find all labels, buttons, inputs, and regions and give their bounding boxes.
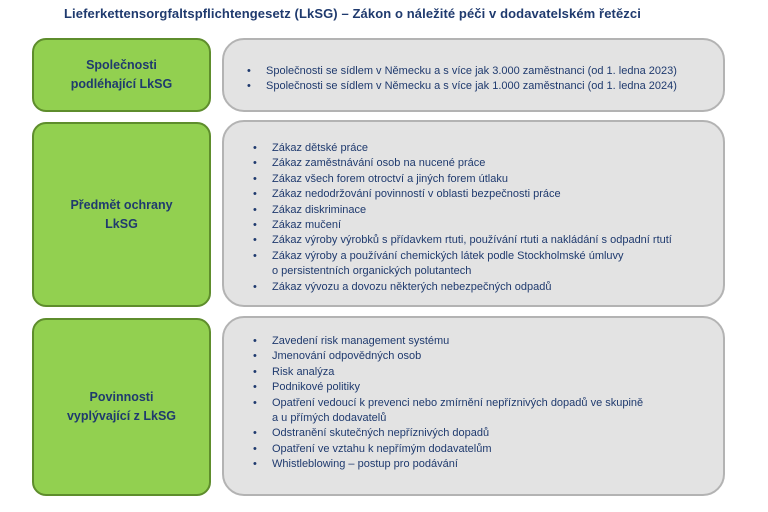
page-title: Lieferkettensorgfaltspflichtengesetz (LkSG) – Zákon o náležité péči v dodavatelském řetězci <box>64 6 641 21</box>
list-item-continuation: o persistentních organických polutantech <box>272 265 472 278</box>
label-companies-subject <box>32 38 211 112</box>
list-item: • Whistleblowing – postup pro podávání <box>253 457 643 472</box>
list-item: • Jmenování odpovědných osob <box>253 349 643 364</box>
list-item: • Zákaz výroby výrobků s přídavkem rtuti, používání rtuti a nakládání s odpadní rtutí <box>253 233 672 248</box>
list-item: • Zákaz nedodržování povinností v oblasti bezpečnosti práce <box>253 187 672 202</box>
label-line: podléhající LkSG <box>70 77 173 91</box>
list-item: • Odstranění skutečných nepříznivých dopadů <box>253 426 643 441</box>
list-item: • Zákaz dětské práce <box>253 141 672 156</box>
label-line: Povinnosti <box>89 390 154 404</box>
bullet-list <box>253 334 643 473</box>
list-item: • Risk analýza <box>253 365 643 380</box>
content-protection-subject <box>222 120 725 307</box>
list-item: • Zákaz diskriminace <box>253 203 672 218</box>
content-companies-subject <box>222 38 725 112</box>
list-item: • Zákaz zaměstnávání osob na nucené práce <box>253 156 672 171</box>
label-line: Společnosti <box>86 58 157 72</box>
list-item: • Společnosti se sídlem v Německu a s více jak 3.000 zaměstnanci (od 1. ledna 2023) <box>247 64 677 79</box>
label-line: Předmět ochrany <box>70 197 173 212</box>
list-item: • Opatření ve vztahu k nepřímým dodavatelům <box>253 442 643 457</box>
list-item: • Společnosti se sídlem v Německu a s více jak 1.000 zaměstnanci (od 1. ledna 2024) <box>247 79 677 94</box>
label-line: LkSG <box>105 216 138 231</box>
label-line: vyplývající z LkSG <box>66 409 177 423</box>
bullet-list <box>247 64 677 95</box>
list-item: • Opatření vedoucí k prevenci nebo zmírnění nepříznivých dopadů ve skupině <box>253 396 643 411</box>
list-item: • Zavedení risk management systému <box>253 334 643 349</box>
list-item-continuation: a u přímých dodavatelů <box>272 412 387 425</box>
list-item: • Zákaz mučení <box>253 218 672 233</box>
label-obligations <box>32 318 211 496</box>
list-item: • Podnikové politiky <box>253 380 643 395</box>
list-item: • Zákaz vývozu a dovozu některých nebezpečných odpadů <box>253 280 672 295</box>
label-protection-subject <box>32 122 211 307</box>
list-item: • Zákaz všech forem otroctví a jiných forem útlaku <box>253 172 672 187</box>
bullet-list <box>253 141 672 295</box>
content-obligations <box>222 316 725 496</box>
list-item: • Zákaz výroby a používání chemických látek podle Stockholmské úmluvy <box>253 249 672 264</box>
